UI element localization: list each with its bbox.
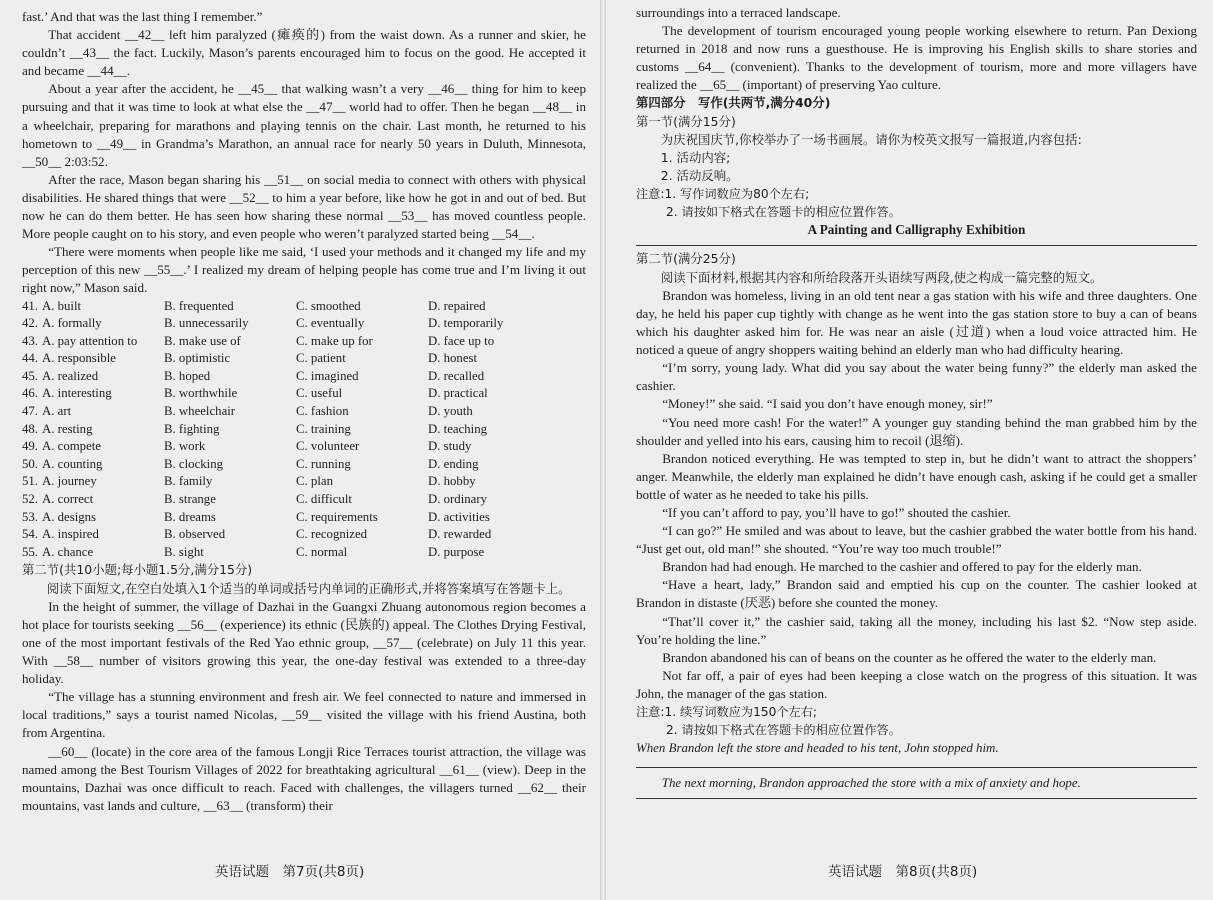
- essay-heading: A Painting and Calligraphy Exhibition: [807, 222, 1026, 238]
- option-choice: D. recalled: [428, 368, 485, 383]
- story-paragraph: “I’m sorry, young lady. What did you say about the water being funny?” the elderly man asked the cashier.: [636, 360, 1197, 394]
- option-choice: C. smoothed: [296, 298, 361, 313]
- question-number: 51.: [22, 474, 38, 489]
- option-choice: B. wheelchair: [164, 404, 236, 419]
- option-choice: A. formally: [42, 316, 102, 331]
- question-number: 42.: [22, 316, 38, 331]
- option-choice: B. strange: [164, 492, 216, 507]
- option-choice: B. hoped: [164, 368, 211, 383]
- writing-note: 2. 请按如下格式在答题卡的相应位置作答。: [666, 205, 901, 220]
- right-page: [606, 0, 1213, 900]
- writing-section1-instructions: 为庆祝国庆节,你校举办了一场书画展。请你为校英文报写一篇报道,内容包括:: [660, 131, 1082, 147]
- option-choice: A. correct: [42, 492, 94, 507]
- option-choice: A. inspired: [42, 527, 99, 542]
- option-choice: A. interesting: [42, 386, 112, 401]
- option-choice: B. worthwhile: [164, 386, 238, 401]
- option-choice: A. realized: [42, 368, 99, 383]
- cloze-paragraph: After the race, Mason began sharing his __51__ on social media to connect with others with physical disabilities. He shared things that were __52__ to him a year before, like how he got in and out of bed. But now he can do them better. He has seen how sharing these normal __53__ has moved countless people. More people caught on to his story, and even people who weren’t paralyzed started being __54__.: [22, 171, 586, 242]
- option-choice: D. temporarily: [428, 316, 504, 331]
- left-page: [0, 0, 600, 900]
- option-choice: B. clocking: [164, 456, 223, 471]
- option-choice: D. purpose: [428, 544, 485, 559]
- option-choice: B. family: [164, 474, 213, 489]
- option-choice: B. observed: [164, 527, 226, 542]
- writing-note: 2. 请按如下格式在答题卡的相应位置作答。: [666, 723, 901, 738]
- story-paragraph: Brandon was homeless, living in an old tent near a gas station with his wife and three daughters. One day, he held his paper cup tightly with change as he went into the gas station store to buy a can of beans which his daughter asked him for. He was near an aisle (过道) when a loud voice attracted him. He noticed a queue of angry shoppers waiting behind an elderly man who had difficulty hearing.: [636, 287, 1197, 358]
- option-choice: D. honest: [428, 351, 478, 366]
- cloze-passage: [22, 8, 586, 298]
- option-choice: D. study: [428, 439, 472, 454]
- grammar-paragraph: “The village has a stunning environment and fresh air. We feel connected to nature and immersed in local traditions,” says a tourist named Nicolas, __59__ visited the village with his friend Austina, both from Argentina.: [22, 689, 586, 741]
- story-paragraph: Brandon noticed everything. He was tempted to step in, but he didn’t want to attract the shoppers’ anger. Meanwhile, the elderly man explained he didn’t have enough cash, asking if he could get a smaller bottle of water as he needed to take his pills.: [636, 450, 1197, 502]
- option-choice: C. patient: [296, 351, 346, 366]
- option-choice: A. resting: [42, 421, 93, 436]
- option-choice: A. counting: [42, 456, 103, 471]
- option-choice: B. fighting: [164, 421, 220, 436]
- option-choice: A. chance: [42, 544, 94, 559]
- option-choice: B. unnecessarily: [164, 316, 249, 331]
- cloze-paragraph: That accident __42__ left him paralyzed (瘫痪的) from the waist down. As a runner and skier, he couldn’t __43__ the fact. Luckily, Mason’s parents encouraged him to focus on the good. He accepted it and became __44__.: [22, 27, 586, 79]
- grammar-paragraph: The development of tourism encouraged young people working elsewhere to return. Pan Dexiong returned in 2018 and now runs a guesthouse. He is improving his English skills to share stories and customs __64__ (convenient). Thanks to the development of tourism, more and more villagers have realized the __65__ (important) of preserving Yao culture.: [636, 23, 1197, 93]
- writing-note: 注意:1. 续写词数应为150个左右;: [636, 705, 818, 720]
- story-paragraph: “I can go?” He smiled and was about to leave, but the cashier grabbed the water bottle from his hand. “Just get out, old man!” she shouted. “You’re way too much trouble!”: [636, 523, 1197, 557]
- grammar-passage: [22, 598, 586, 815]
- question-number: 41.: [22, 298, 38, 313]
- answer-line: [636, 245, 1197, 246]
- option-choice: C. difficult: [296, 492, 352, 507]
- option-choice: D. ordinary: [428, 492, 487, 507]
- story-paragraph: Brandon abandoned his can of beans on the counter as he offered the water to the elderly man.: [662, 649, 1157, 665]
- question-number: 43.: [22, 333, 38, 348]
- option-choice: D. face up to: [428, 333, 495, 348]
- option-choice: C. plan: [296, 474, 333, 489]
- question-number: 55.: [22, 544, 38, 559]
- option-choice: A. designs: [42, 509, 97, 524]
- option-choice: D. practical: [428, 386, 488, 401]
- writing-section2-instructions: 阅读下面材料,根据其内容和所给段落开头语续写两段,使之构成一篇完整的短文。: [660, 269, 1103, 285]
- question-number: 48.: [22, 421, 38, 436]
- story-paragraph: Not far off, a pair of eyes had been keeping a close watch on the progress of this situation. It was John, the manager of the gas station.: [636, 667, 1197, 701]
- story-paragraph: “If you can’t afford to pay, you’ll have to go!” shouted the cashier.: [662, 505, 1011, 521]
- option-choice: C. volunteer: [296, 439, 360, 454]
- story-paragraph: “You need more cash! For the water!” A younger guy standing behind the man grabbed him by the shoulder and yelled into his ears, causing him to recoil (退缩).: [636, 414, 1197, 448]
- grammar-paragraph: In the height of summer, the village of Dazhai in the Guangxi Zhuang autonomous region becomes a hot place for tourists seeking __56__ (experience) its ethnic (民族的) appeal. The Clothes Drying Festival, one of the most important festivals of the Red Yao ethnic group, __57__ (celebrate) on July 11 this year. With __58__ number of visitors growing this year, the one-day festival was extended to a three-day holiday.: [22, 598, 586, 687]
- option-choice: C. imagined: [296, 368, 359, 383]
- part4-title: 第四部分 写作(共两节,满分40分): [636, 95, 831, 111]
- option-choice: B. work: [164, 439, 206, 454]
- page-footer: 英语试题 第7页(共8页): [215, 864, 365, 880]
- writing-section1-title: 第一节(满分15分): [636, 113, 736, 129]
- question-number: 52.: [22, 492, 38, 507]
- option-choice: B. frequented: [164, 298, 234, 313]
- writing-note: 注意:1. 写作词数应为80个左右;: [636, 187, 810, 202]
- option-choice: C. normal: [296, 544, 348, 559]
- section2-instructions: 阅读下面短文,在空白处填入1个适当的单词或括号内单词的正确形式,并将答案填写在答题卡上。: [46, 580, 571, 596]
- option-choice: B. optimistic: [164, 351, 231, 366]
- option-choice: C. useful: [296, 386, 343, 401]
- option-choice: D. ending: [428, 456, 479, 471]
- option-choice: C. recognized: [296, 527, 368, 542]
- question-number: 45.: [22, 368, 38, 383]
- story-paragraph: “Money!” she said. “I said you don’t have enough money, sir!”: [662, 396, 993, 412]
- writing-item: 1. 活动内容;: [660, 150, 731, 166]
- option-choice: C. running: [296, 456, 351, 471]
- cloze-paragraph: “There were moments when people like me said, ‘I used your methods and it changed my life and my perception of this new __55__.’ I realized my dream of helping people has come true and I’m living it out right now,” Mason said.: [22, 244, 586, 296]
- option-choice: C. fashion: [296, 404, 349, 419]
- writing-section2-title: 第二节(满分25分): [636, 251, 736, 267]
- option-choice: C. make up for: [296, 333, 373, 348]
- option-choice: A. art: [42, 404, 72, 419]
- continuation-start-2: The next morning, Brandon approached the store with a mix of anxiety and hope.: [661, 776, 1081, 791]
- answer-line: [636, 767, 1197, 768]
- cloze-options-grid: [22, 298, 586, 562]
- page-footer: 英语试题 第8页(共8页): [828, 864, 978, 880]
- continuation-start-1: When Brandon left the store and headed to his tent, John stopped him.: [636, 741, 999, 756]
- option-choice: A. journey: [42, 474, 97, 489]
- option-choice: B. dreams: [164, 509, 216, 524]
- option-choice: C. eventually: [296, 316, 365, 331]
- option-choice: A. responsible: [42, 351, 116, 366]
- story-paragraph: “Have a heart, lady,” Brandon said and emptied his cup on the counter. The cashier looked at Brandon in distaste (厌恶) before she counted the money.: [636, 577, 1197, 611]
- grammar-paragraph: __60__ (locate) in the core area of the famous Longji Rice Terraces tourist attraction, the village was named among the Best Tourism Villages of 2022 for breathtaking agricultural __61__ (view). Deep in the mountains, Dazhai was once difficult to reach. Faced with challenges, the villagers turned __62__ their mountains, vast lands and culture, __63__ (transform) their: [22, 743, 586, 813]
- option-choice: A. compete: [42, 439, 101, 454]
- question-number: 49.: [22, 439, 38, 454]
- story-paragraph: “That’ll cover it,” the cashier said, taking all the money, including his last $2. “Now step aside. You’re holding the line.”: [636, 613, 1197, 647]
- option-choice: B. sight: [164, 544, 204, 559]
- option-choice: C. training: [296, 421, 351, 436]
- question-number: 53.: [22, 509, 38, 524]
- option-choice: D. rewarded: [428, 527, 492, 542]
- question-number: 47.: [22, 404, 38, 419]
- option-choice: D. activities: [428, 509, 490, 524]
- option-choice: A. built: [42, 298, 82, 313]
- story-passage: [636, 287, 1197, 703]
- section2-title: 第二节(共10小题;每小题1.5分,满分15分): [22, 562, 253, 578]
- grammar-passage-continued: [636, 4, 1197, 94]
- option-choice: A. pay attention to: [42, 333, 138, 348]
- answer-line: [636, 798, 1197, 799]
- question-number: 44.: [22, 351, 38, 366]
- option-choice: D. youth: [428, 404, 473, 419]
- cloze-paragraph: fast.’ And that was the last thing I remember.”: [22, 9, 263, 24]
- question-number: 50.: [22, 456, 38, 471]
- cloze-paragraph: About a year after the accident, he __45__ that walking wasn’t a very __46__ thing for him to keep pursuing and that it was time to look at what else the __47__ world had to offer. Then he began __48__ in a wheelchair, preparing for marathons and playing tennis on the chair. Last month, he returned to his hometown to __49__ in Grandma’s Marathon, an annual race for nearly 50 years in Duluth, Minnesota, __50__ 2:03:52.: [22, 81, 586, 169]
- option-choice: D. teaching: [428, 421, 487, 436]
- option-choice: D. repaired: [428, 298, 486, 313]
- option-choice: B. make use of: [164, 333, 241, 348]
- option-choice: D. hobby: [428, 474, 476, 489]
- story-paragraph: Brandon had had enough. He marched to the cashier and offered to pay for the elderly man.: [662, 559, 1142, 575]
- question-number: 54.: [22, 527, 38, 542]
- question-number: 46.: [22, 386, 38, 401]
- option-choice: C. requirements: [296, 509, 378, 524]
- writing-item: 2. 活动反响。: [660, 168, 739, 184]
- grammar-paragraph: surroundings into a terraced landscape.: [636, 5, 841, 20]
